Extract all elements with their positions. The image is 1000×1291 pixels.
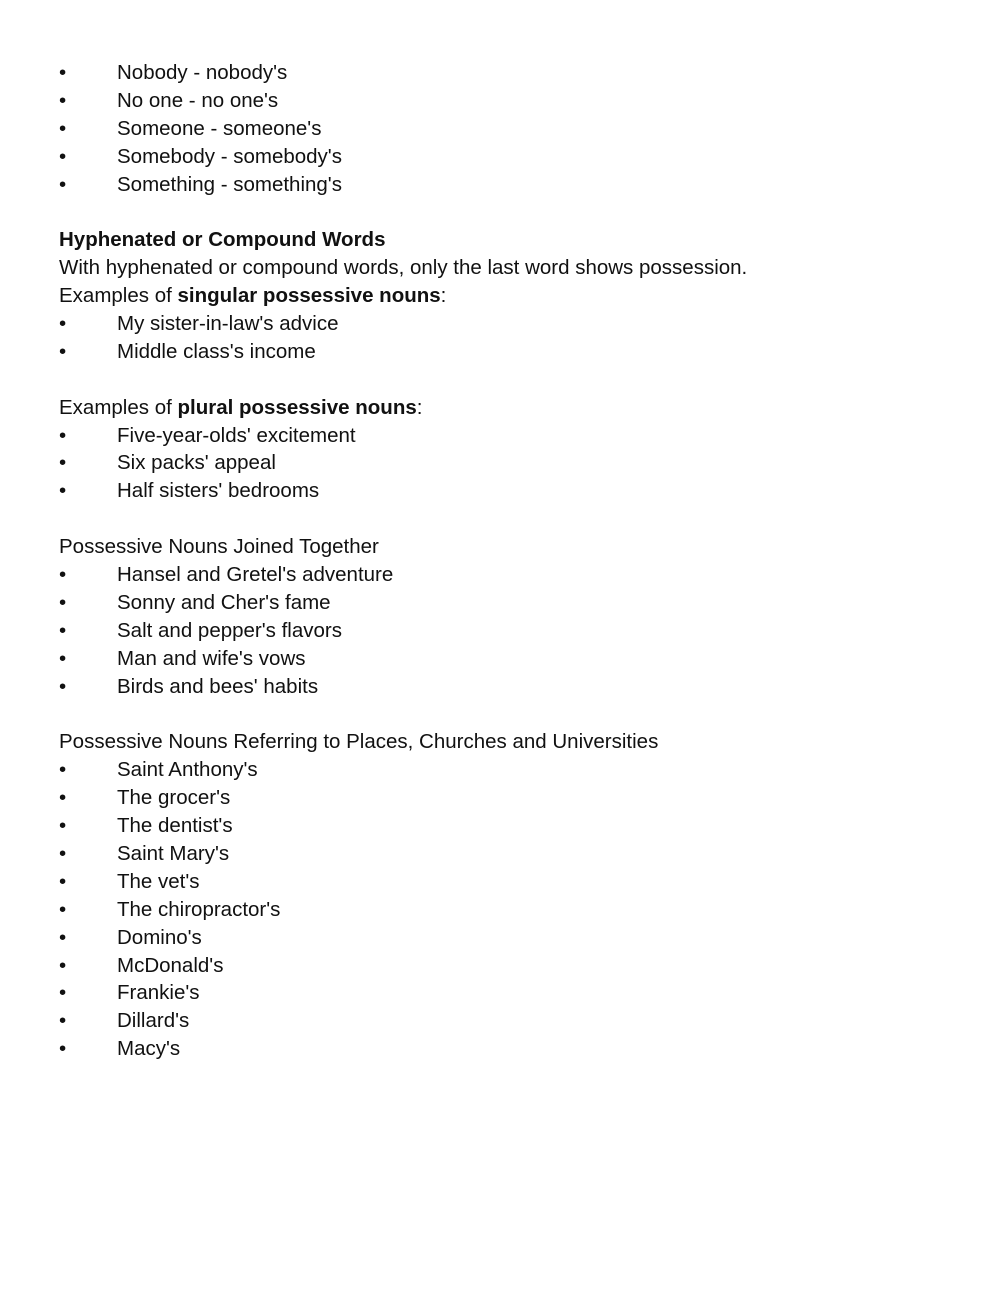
list-item-text: No one - no one's: [117, 88, 279, 112]
list-item-text: Nobody - nobody's: [117, 61, 288, 84]
spacer: [59, 198, 959, 226]
list-item: [59, 143, 959, 171]
list-item: [59, 868, 959, 896]
list-item-text: Saint Mary's: [117, 841, 230, 865]
list-item-text: Somebody - somebody's: [117, 144, 342, 168]
list-item: [59, 422, 959, 450]
bullet-icon: •: [59, 869, 67, 893]
list-item: [59, 59, 959, 87]
singular-intro-prefix: Examples of: [59, 284, 178, 308]
list-item: [59, 617, 959, 645]
list-item-text: Macy's: [117, 1037, 181, 1061]
list-item-text: Something - something's: [117, 172, 342, 196]
bullet-icon: •: [59, 786, 67, 810]
list-item-text: Sonny and Cher's fame: [117, 590, 331, 614]
bullet-icon: •: [59, 88, 67, 112]
list-item: [59, 812, 959, 840]
bullet-icon: •: [59, 423, 67, 447]
bullet-icon: •: [59, 563, 67, 587]
spacer: [59, 700, 959, 728]
list-item: [59, 645, 959, 673]
list-item: [59, 1035, 959, 1063]
bullet-icon: •: [59, 646, 67, 670]
bullet-icon: •: [59, 172, 67, 196]
list-item: [59, 896, 959, 924]
list-item-text: Half sisters' bedrooms: [117, 479, 320, 503]
list-item: [59, 171, 959, 199]
list-item: [59, 115, 959, 143]
list-item: [59, 310, 959, 338]
list-item-text: Man and wife's vows: [117, 646, 306, 670]
list-item: [59, 477, 959, 505]
list-item-text: The grocer's: [117, 786, 231, 810]
bullet-icon: •: [59, 897, 67, 921]
bullet-icon: •: [59, 61, 67, 84]
list-item: [59, 673, 959, 701]
list-item: [59, 784, 959, 812]
singular-intro: [59, 282, 959, 310]
hyphenated-description: With hyphenated or compound words, only the last word shows possession.: [59, 256, 748, 280]
bullet-icon: •: [59, 981, 67, 1005]
list-item-text: Middle class's income: [117, 339, 316, 363]
list-item: [59, 924, 959, 952]
bullet-icon: •: [59, 674, 67, 698]
spacer: [59, 366, 959, 394]
spacer: [59, 505, 959, 533]
list-item: [59, 338, 959, 366]
bullet-icon: •: [59, 312, 67, 336]
plural-intro-bold: plural possessive nouns: [177, 395, 417, 419]
bullet-icon: •: [59, 925, 67, 949]
list-item-text: McDonald's: [117, 953, 224, 977]
bullet-icon: •: [59, 1037, 67, 1061]
section-heading-hyphenated: Hyphenated or Compound Words: [59, 228, 386, 252]
list-item-text: Five-year-olds' excitement: [117, 423, 356, 447]
section-heading-places: Possessive Nouns Referring to Places, Churches and Universities: [59, 730, 659, 754]
list-item: [59, 756, 959, 784]
joined-list: [59, 561, 959, 700]
list-item-text: Six packs' appeal: [117, 451, 276, 475]
bullet-icon: •: [59, 339, 67, 363]
list-item-text: The vet's: [117, 869, 200, 893]
list-item-text: Hansel and Gretel's adventure: [117, 563, 394, 587]
singular-intro-bold: singular possessive nouns: [177, 284, 441, 308]
bullet-icon: •: [59, 953, 67, 977]
singular-list: [59, 310, 959, 366]
bullet-icon: •: [59, 144, 67, 168]
places-list: [59, 756, 959, 1063]
list-item: [59, 561, 959, 589]
section-heading-joined: Possessive Nouns Joined Together: [59, 535, 379, 559]
list-item-text: The dentist's: [117, 814, 233, 838]
list-item-text: Someone - someone's: [117, 116, 322, 140]
list-item-text: The chiropractor's: [117, 897, 281, 921]
list-item: [59, 952, 959, 980]
plural-intro-suffix: :: [416, 395, 423, 419]
list-item-text: Salt and pepper's flavors: [117, 618, 342, 642]
list-item-text: Saint Anthony's: [117, 758, 258, 782]
plural-intro-prefix: Examples of: [59, 395, 178, 419]
list-item-text: Frankie's: [117, 981, 200, 1005]
list-item-text: My sister-in-law's advice: [117, 312, 339, 336]
list-item: [59, 1007, 959, 1035]
plural-intro: [59, 394, 959, 422]
list-item: [59, 449, 959, 477]
bullet-icon: •: [59, 758, 67, 782]
list-item-text: Dillard's: [117, 1009, 190, 1033]
bullet-icon: •: [59, 841, 67, 865]
singular-intro-suffix: :: [440, 284, 447, 308]
bullet-icon: •: [59, 116, 67, 140]
list-item: [59, 840, 959, 868]
bullet-icon: •: [59, 590, 67, 614]
list-item-text: Birds and bees' habits: [117, 674, 319, 698]
document-page: [59, 59, 959, 1063]
indefinite-list: [59, 59, 959, 198]
list-item: [59, 589, 959, 617]
bullet-icon: •: [59, 1009, 67, 1033]
list-item: [59, 979, 959, 1007]
bullet-icon: •: [59, 814, 67, 838]
bullet-icon: •: [59, 479, 67, 503]
bullet-icon: •: [59, 451, 67, 475]
bullet-icon: •: [59, 618, 67, 642]
plural-list: [59, 422, 959, 506]
list-item: [59, 87, 959, 115]
list-item-text: Domino's: [117, 925, 202, 949]
